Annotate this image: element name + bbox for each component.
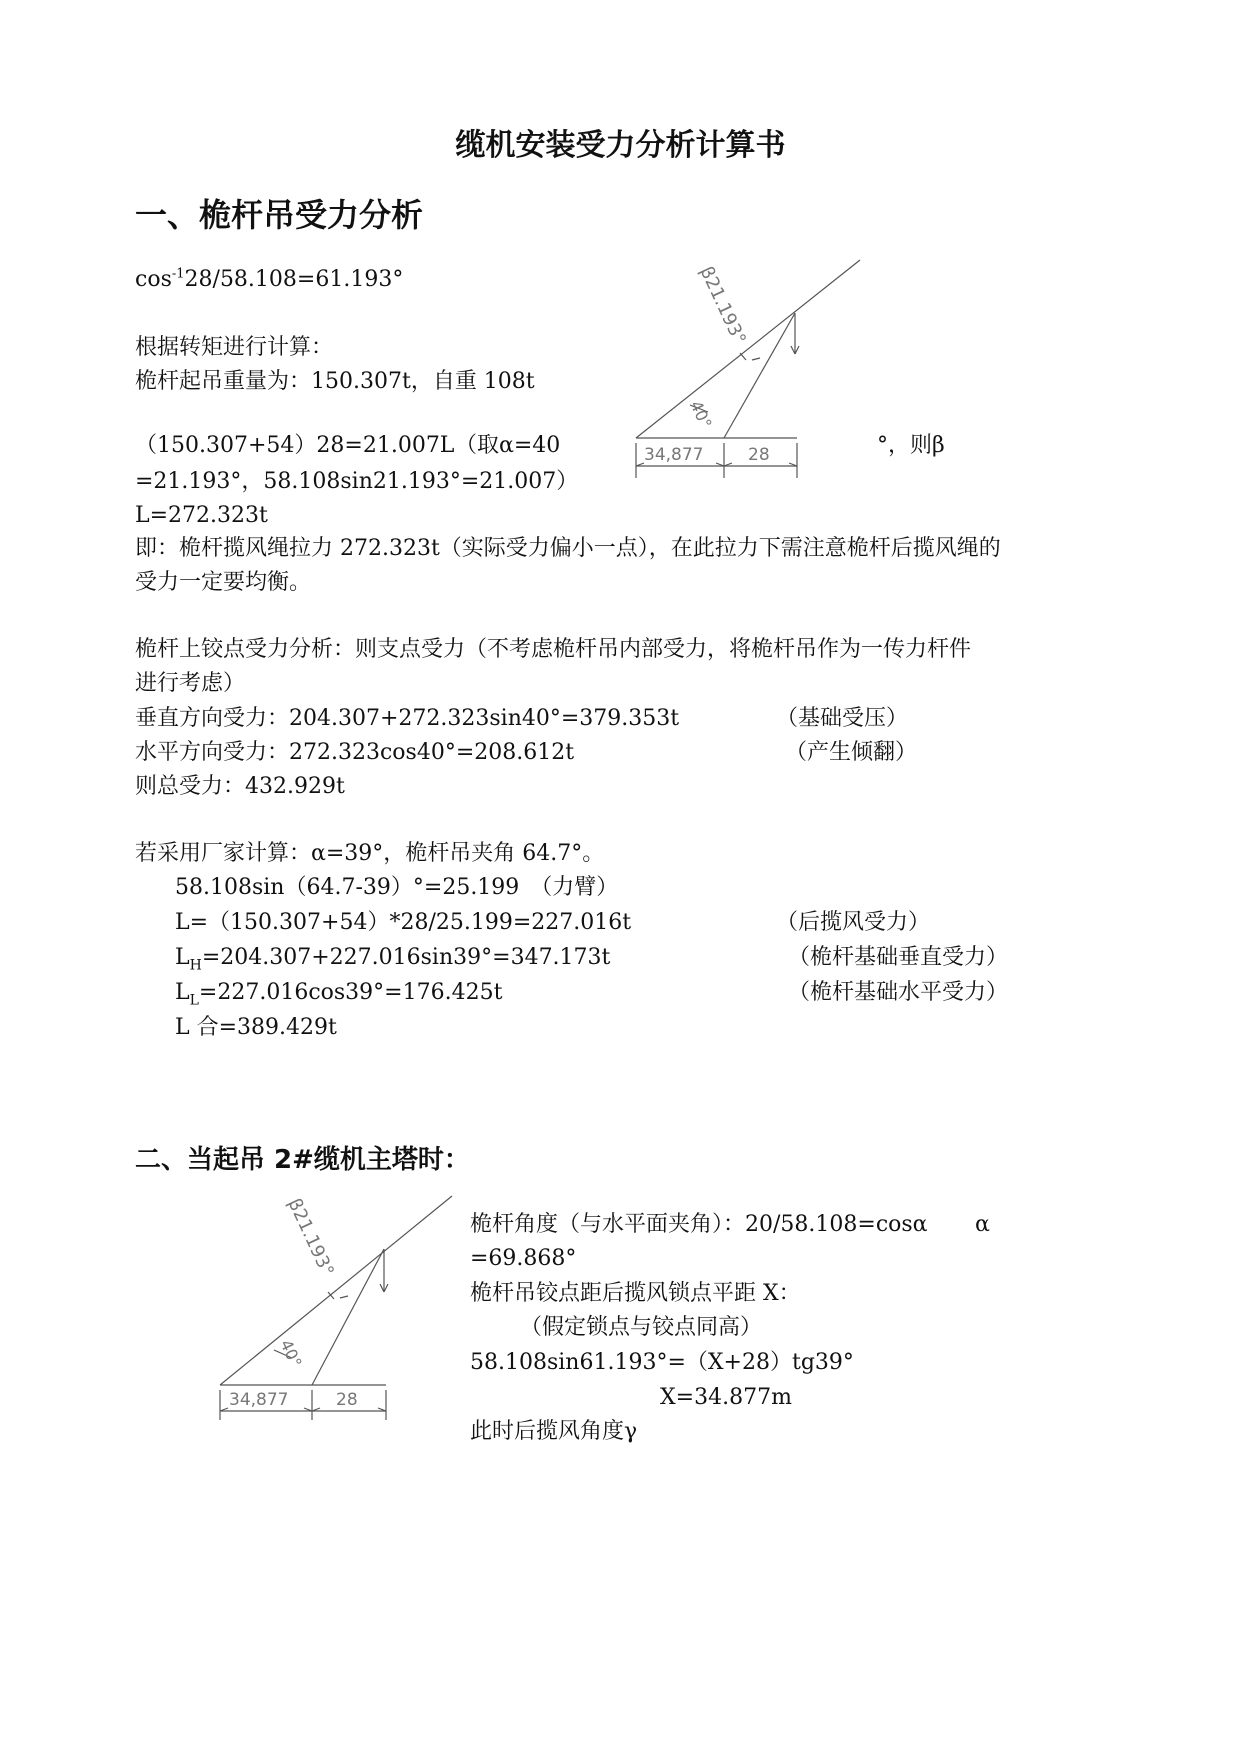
mast-angle-line2: =69.868° [470, 1246, 577, 1271]
LL-note: （桅杆基础水平受力） [788, 980, 1009, 1005]
dim-right-label: 28 [748, 445, 770, 465]
section1-heading: 一、桅杆吊受力分析 [135, 196, 424, 234]
alpha-label-2: 40° [276, 1336, 306, 1371]
mast-angle-alpha: α [975, 1212, 990, 1237]
mast-diagram-1 [632, 255, 862, 495]
beta-label: β21.193° [695, 263, 750, 348]
vertical-note: （基础受压） [776, 706, 909, 731]
assumption-text: （假定锁点与铰点同高） [520, 1315, 763, 1340]
beta-label-2: β21.193° [283, 1195, 338, 1280]
torque-equation-cont: =21.193°，58.108sin21.193°=21.007） [135, 469, 579, 494]
factory-intro: 若采用厂家计算：α=39°，桅杆吊夹角 64.7°。 [135, 841, 605, 866]
load-text: 桅杆起吊重量为：150.307t，自重 108t [135, 369, 535, 394]
L-result: L=272.323t [135, 503, 268, 528]
torque-intro: 根据转矩进行计算： [135, 335, 334, 360]
gamma-text: 此时后揽风角度γ [470, 1419, 638, 1444]
LH-note: （桅杆基础垂直受力） [788, 945, 1009, 970]
mast-angle-line1: 桅杆角度（与水平面夹角）：20/58.108=cosα [470, 1212, 928, 1237]
beta-text: °，则β [877, 433, 945, 458]
distance-text: 桅杆吊铰点距后揽风锁点平距 X： [470, 1281, 801, 1306]
horizontal-force: 水平方向受力：272.323cos40°=208.612t [135, 740, 575, 765]
L-sum: L 合=389.429t [175, 1015, 337, 1040]
mast-diagram-2 [216, 1190, 456, 1430]
hinge-analysis-line1: 桅杆上铰点受力分析：则支点受力（不考虑桅杆吊内部受力，将桅杆吊作为一传力杆件 [135, 637, 972, 662]
total-force: 则总受力：432.929t [135, 774, 345, 799]
L-factory: L=（150.307+54）*28/25.199=227.016t [175, 910, 632, 935]
hinge-analysis-line2: 进行考虑） [135, 671, 246, 696]
vertical-force: 垂直方向受力：204.307+272.323sin40°=379.353t [135, 706, 680, 731]
page-title: 缆机安装受力分析计算书 [455, 128, 786, 163]
L-factory-note: （后揽风受力） [776, 910, 931, 935]
LH-formula: $L_H=204.307+227.016\sin 39^\circ=347.173t$ [175, 945, 611, 974]
distance-equation: 58.108sin61.193°=（X+28）tg39° [470, 1350, 854, 1375]
x-result: X=34.877m [660, 1385, 792, 1410]
dim-left-label-2: 34,877 [229, 1390, 289, 1410]
dim-left-label: 34,877 [644, 445, 704, 465]
dim-right-label-2: 28 [336, 1390, 358, 1410]
torque-equation: （150.307+54）28=21.007L [135, 433, 455, 458]
cos-formula: $\cos^{-1}28/58.108=61.193^\circ$ [135, 266, 404, 292]
arm-formula: 58.108sin（64.7-39）°=25.199 （力臂） [175, 875, 619, 900]
conclusion-line2: 受力一定要均衡。 [135, 570, 312, 595]
LL-formula: $L_L=227.016\cos 39^\circ=176.425t$ [175, 980, 503, 1009]
conclusion-line1: 即：桅杆揽风绳拉力 272.323t（实际受力偏小一点），在此拉力下需注意桅杆后揽风绳的 [135, 536, 1001, 561]
section2-heading: 二、当起吊 2#缆机主塔时： [135, 1145, 470, 1175]
alpha-assumption: （取α=40 [455, 433, 561, 458]
horizontal-note: （产生倾翻） [785, 740, 918, 765]
alpha-label: 40° [686, 397, 716, 432]
